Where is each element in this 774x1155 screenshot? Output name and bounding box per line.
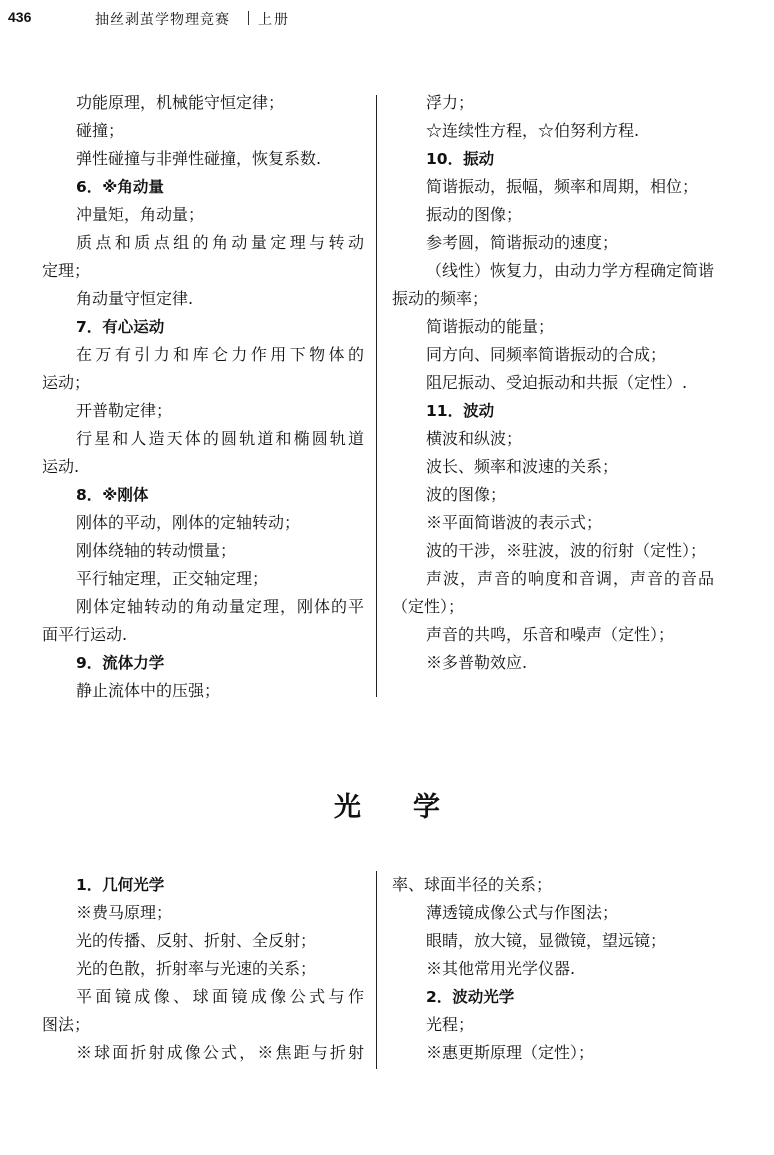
text-line-continuation: 振动的频率； <box>392 289 489 308</box>
text-line: 平面镜成像、球面镜成像公式与作 <box>76 987 364 1006</box>
text-line: 刚体绕轴的转动惯量； <box>76 541 237 560</box>
text-line: 简谐振动的能量； <box>426 317 555 336</box>
text-line: ※球面折射成像公式，※焦距与折射 <box>76 1043 364 1062</box>
text-line: 弹性碰撞与非弹性碰撞，恢复系数. <box>76 149 322 168</box>
section-title-char-2: 学 <box>413 792 440 823</box>
section-heading: 7．有心运动 <box>76 318 165 336</box>
section-heading: 11．波动 <box>426 402 495 420</box>
text-line: 角动量守恒定律. <box>76 289 194 308</box>
text-line: 碰撞； <box>76 121 125 140</box>
text-line: 薄透镜成像公式与作图法； <box>426 903 619 922</box>
text-line: 声音的共鸣，乐音和噪声（定性）； <box>426 625 675 644</box>
text-line: ※多普勒效应. <box>426 653 528 672</box>
header-separator <box>248 11 249 25</box>
section-heading: 1．几何光学 <box>76 876 165 894</box>
text-line: 横波和纵波； <box>426 429 523 448</box>
page-number: 436 <box>8 9 32 25</box>
text-line: 同方向、同频率简谐振动的合成； <box>426 345 667 364</box>
text-line: 声波，声音的响度和音调，声音的音品 <box>426 569 714 588</box>
text-line-continuation: （定性）； <box>392 597 465 616</box>
text-line: ※其他常用光学仪器. <box>426 959 576 978</box>
text-line: 刚体的平动，刚体的定轴转动； <box>76 513 301 532</box>
section-heading: 2．波动光学 <box>426 988 515 1006</box>
text-line: 功能原理，机械能守恒定律； <box>76 93 285 112</box>
upper-left-column <box>42 89 364 705</box>
upper-right-column <box>392 89 714 677</box>
section-heading: 8．※刚体 <box>76 486 149 504</box>
text-line: 参考圆，简谐振动的速度； <box>426 233 619 252</box>
text-line: 在万有引力和库仑力作用下物体的 <box>76 345 364 364</box>
text-line: ※惠更斯原理（定性）； <box>426 1043 595 1062</box>
text-line: 简谐振动，振幅，频率和周期，相位； <box>426 177 699 196</box>
text-line: ※平面简谐波的表示式； <box>426 513 603 532</box>
text-line: 质点和质点组的角动量定理与转动 <box>76 233 364 252</box>
section-title-char-1: 光 <box>334 792 361 823</box>
text-line-continuation: 率、球面半径的关系； <box>392 875 553 894</box>
volume-label: 上册 <box>258 12 290 28</box>
text-line: 波长、频率和波速的关系； <box>426 457 619 476</box>
column-divider <box>376 95 377 697</box>
text-line: ※费马原理； <box>76 903 173 922</box>
text-line: 光的色散，折射率与光速的关系； <box>76 959 317 978</box>
section-heading: 6．※角动量 <box>76 178 164 196</box>
text-line: 光的传播、反射、折射、全反射； <box>76 931 317 950</box>
text-line-continuation: 定理； <box>42 261 91 280</box>
text-line: 浮力； <box>426 93 475 112</box>
text-line: 振动的图像； <box>426 205 523 224</box>
text-line: 波的干涉，※驻波，波的衍射（定性）； <box>426 541 707 560</box>
text-line: ☆连续性方程，☆伯努利方程. <box>426 121 640 140</box>
text-line: 冲量矩，角动量； <box>76 205 205 224</box>
text-line: 刚体定轴转动的角动量定理，刚体的平 <box>76 597 364 616</box>
text-line: （线性）恢复力，由动力学方程确定简谐 <box>426 261 714 280</box>
text-line: 行星和人造天体的圆轨道和椭圆轨道 <box>76 429 364 448</box>
running-header <box>0 0 774 40</box>
text-line: 阻尼振动、受迫振动和共振（定性）. <box>426 373 688 392</box>
text-line-continuation: 图法； <box>42 1015 91 1034</box>
text-line: 波的图像； <box>426 485 507 504</box>
text-line: 静止流体中的压强； <box>76 681 221 700</box>
text-line: 开普勒定律； <box>76 401 173 420</box>
section-heading: 9．流体力学 <box>76 654 165 672</box>
lower-left-column <box>42 871 364 1067</box>
text-line-continuation: 运动. <box>42 457 80 476</box>
book-title: 抽丝剥茧学物理竞赛 <box>95 12 230 28</box>
text-line: 眼睛，放大镜，显微镜，望远镜； <box>426 931 667 950</box>
text-line-continuation: 面平行运动. <box>42 625 128 644</box>
lower-right-column <box>392 871 714 1067</box>
text-line: 光程； <box>426 1015 475 1034</box>
column-divider-lower <box>376 871 377 1069</box>
section-title <box>0 785 774 824</box>
text-line-continuation: 运动； <box>42 373 91 392</box>
section-heading: 10．振动 <box>426 150 495 168</box>
text-line: 平行轴定理，正交轴定理； <box>76 569 269 588</box>
